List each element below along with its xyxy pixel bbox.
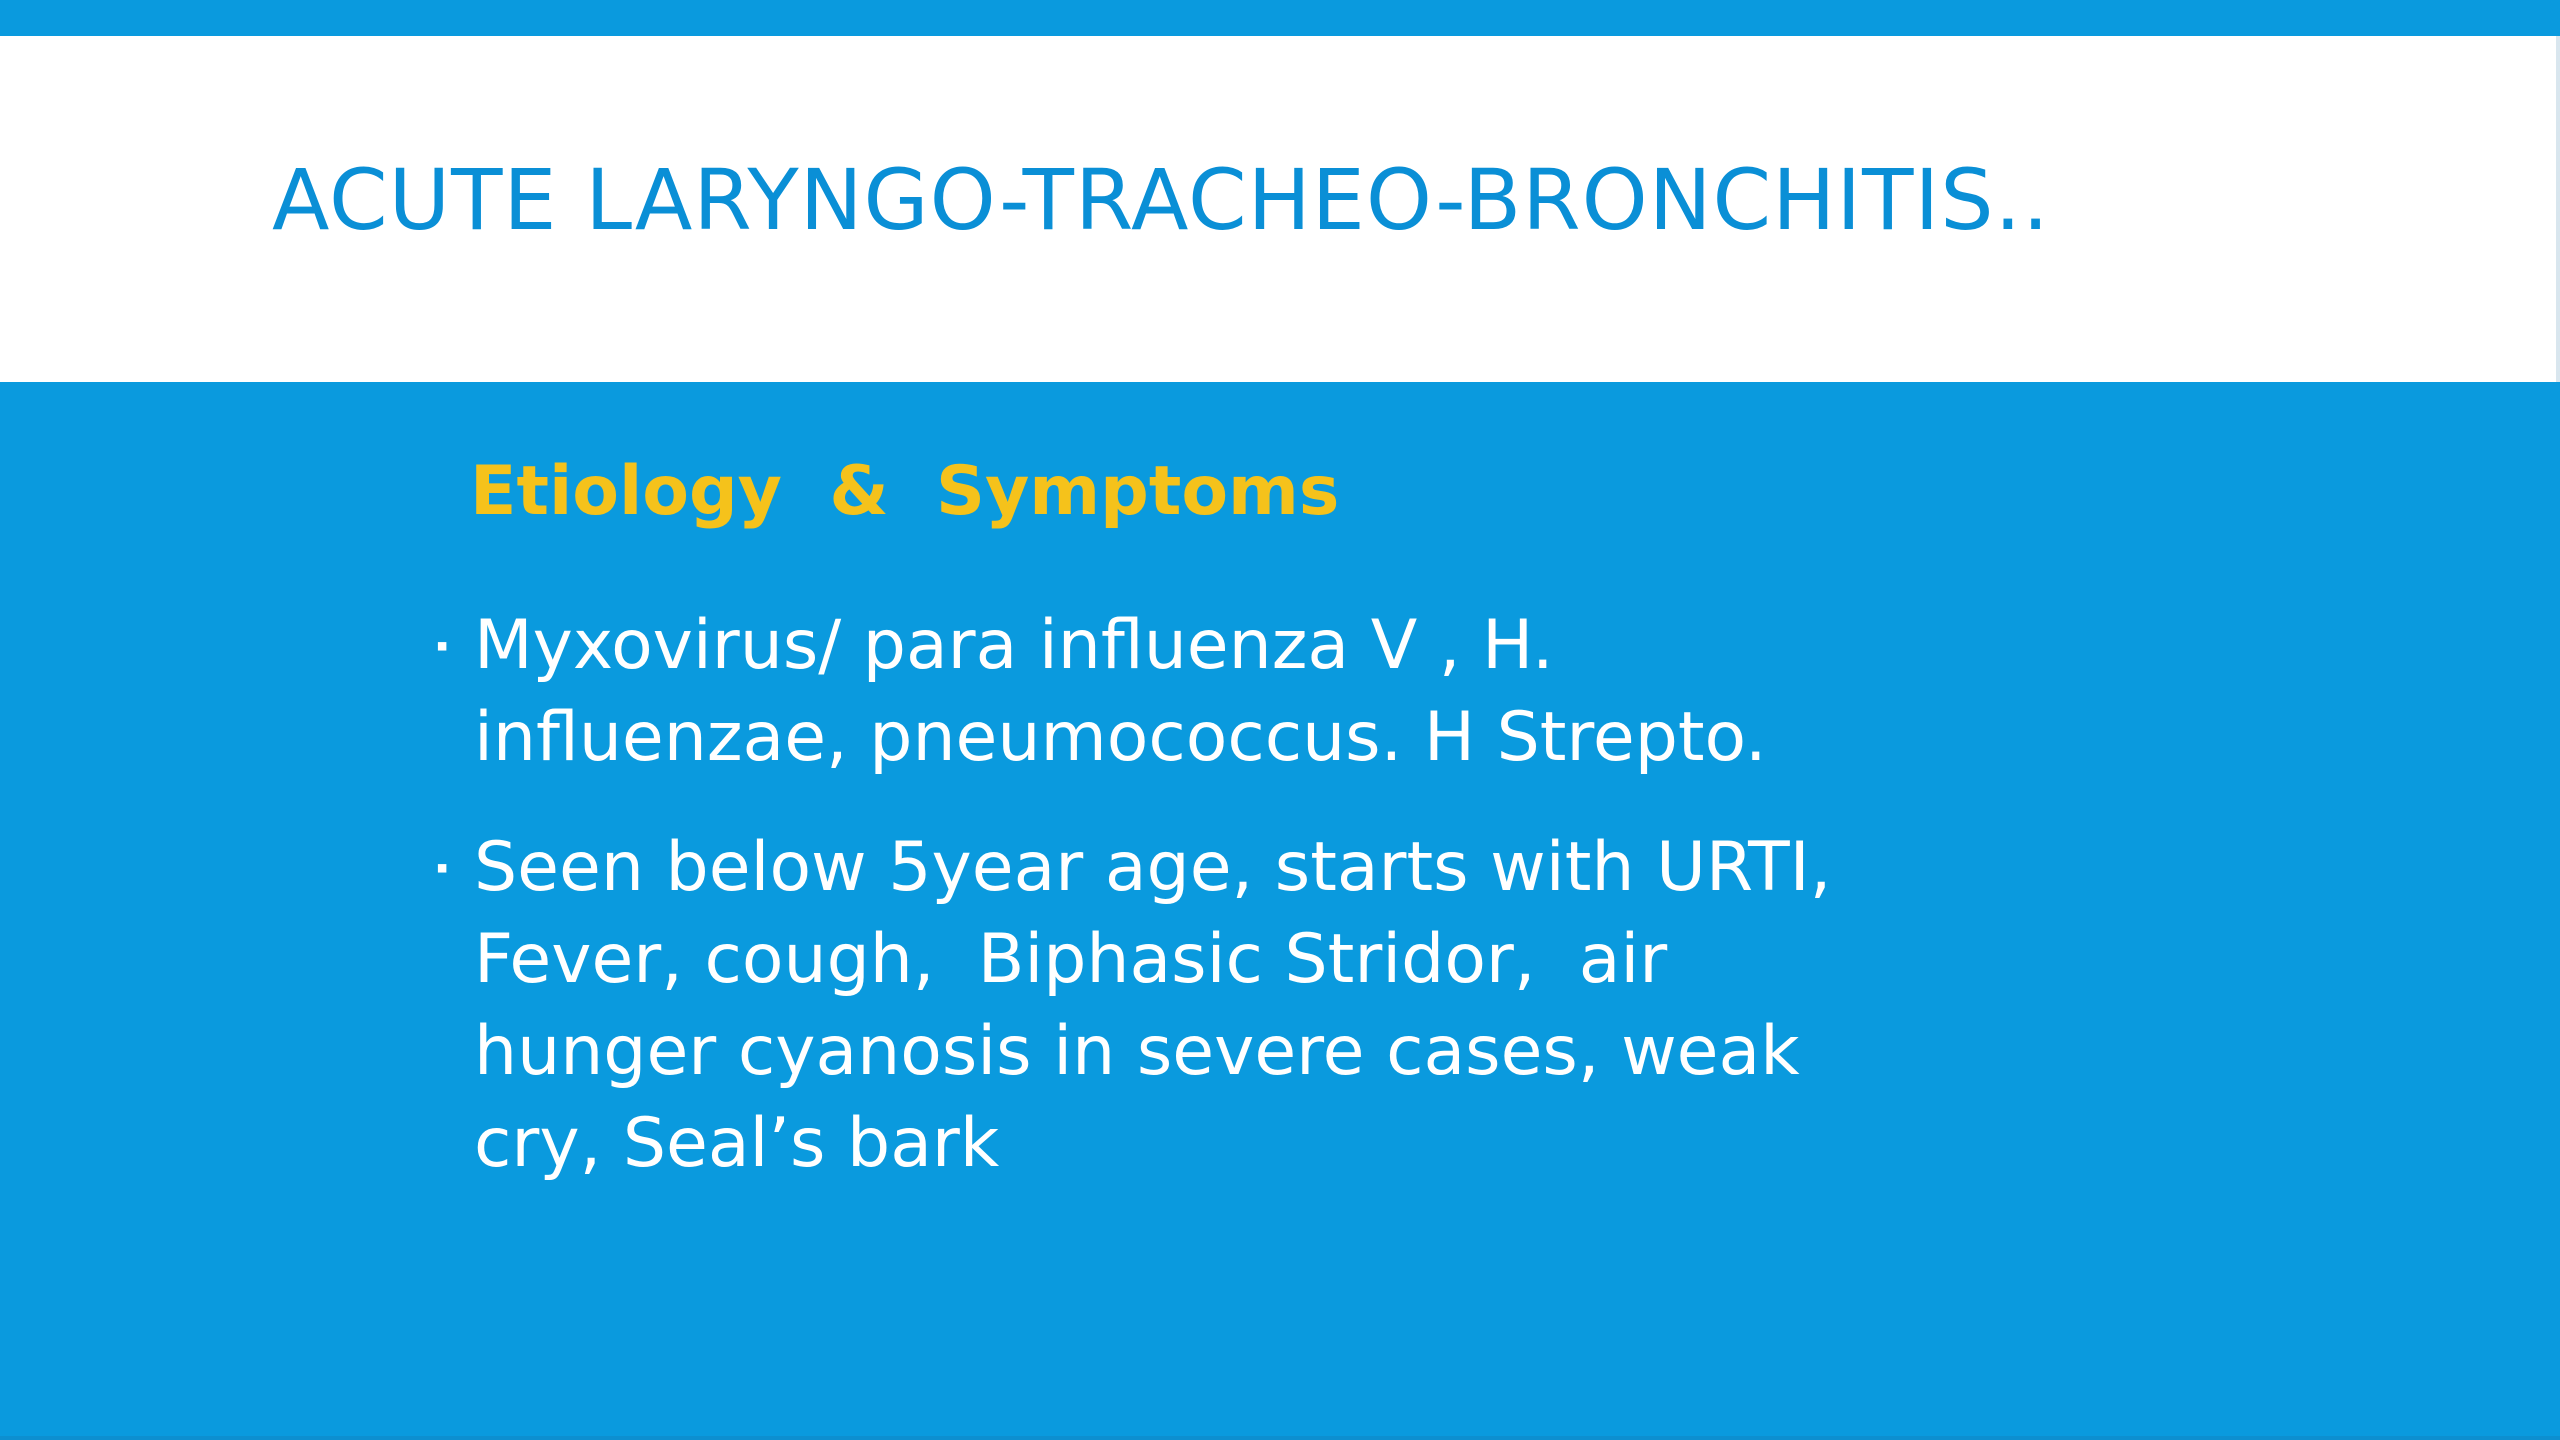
bullet-text: Myxovirus/ para influenza V , H. influenzae, pneumococcus. H Strepto. (474, 606, 1767, 777)
bullet-item (436, 822, 1896, 1190)
bottom-edge-line (0, 1436, 2560, 1440)
section-subheading: Etiology & Symptoms (470, 452, 1340, 531)
slide-title: ACUTE LARYNGO-TRACHEO-BRONCHITIS.. (272, 151, 2050, 249)
square-bullet-icon: ▪ (436, 627, 449, 665)
bullet-list (436, 600, 1896, 1228)
top-accent-bar (0, 0, 2560, 36)
title-band-edge (2556, 36, 2560, 382)
square-bullet-icon: ▪ (436, 849, 449, 887)
bullet-item (436, 600, 1896, 784)
bullet-text: Seen below 5year age, starts with URTI, Fever, cough, Biphasic Stridor, air hunger cyanosis in severe cases, weak cry, Seal’s bark (474, 828, 1832, 1183)
